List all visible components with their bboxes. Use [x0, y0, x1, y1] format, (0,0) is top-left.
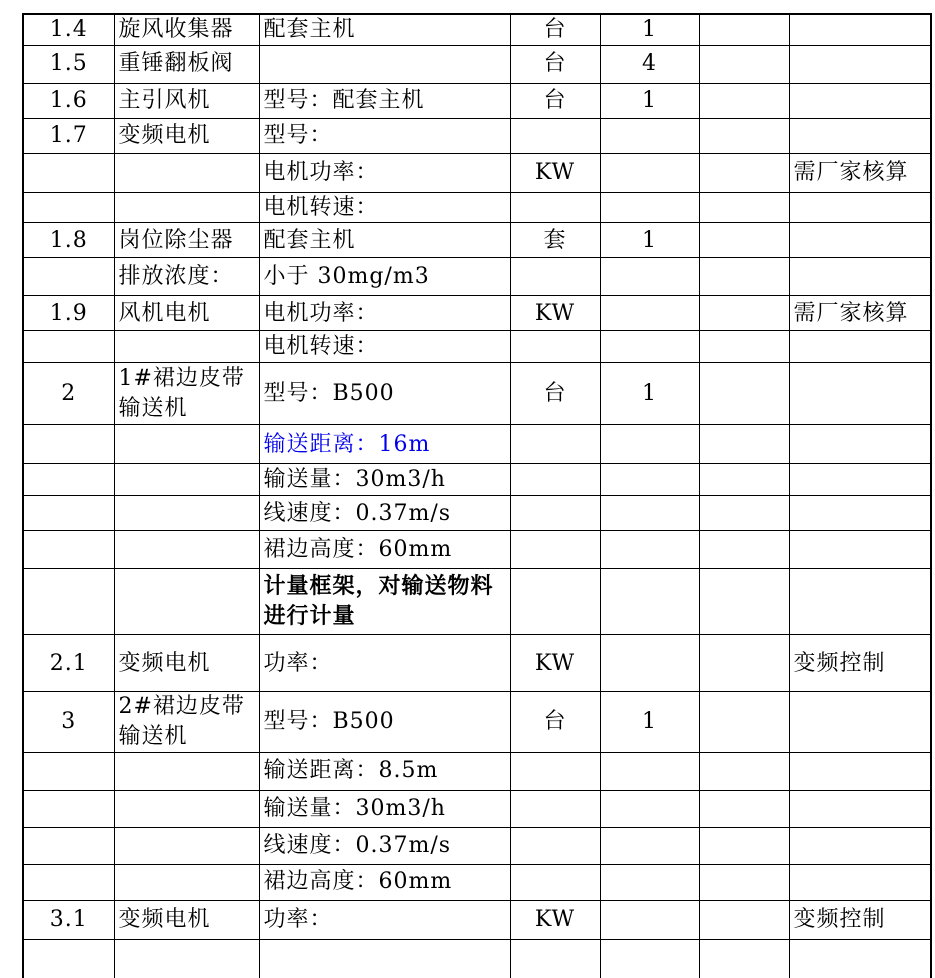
table-cell: 线速度：0.37m/s: [259, 496, 510, 531]
table-cell: 输送距离：16m: [259, 425, 510, 464]
table-cell: 排放浓度：: [114, 258, 259, 296]
table-row: [23, 258, 931, 296]
table-cell: [600, 153, 699, 192]
table-cell: 1: [600, 14, 699, 45]
table-cell: 台: [510, 692, 600, 752]
table-cell: [699, 864, 789, 900]
table-cell: 1: [600, 83, 699, 118]
table-cell: [114, 827, 259, 864]
table-cell: [699, 331, 789, 363]
table-cell: 4: [600, 45, 699, 83]
table-cell: [789, 331, 931, 363]
table-row: [23, 692, 931, 752]
table-cell: [23, 192, 114, 223]
table-cell: [510, 864, 600, 900]
table-cell: [259, 45, 510, 83]
table-cell: [699, 192, 789, 223]
table-cell: [600, 258, 699, 296]
table-cell: 输送距离：8.5m: [259, 752, 510, 790]
table-cell: [600, 635, 699, 692]
table-row: [23, 864, 931, 900]
table-cell: [789, 827, 931, 864]
table-cell: 裙边高度：60mm: [259, 531, 510, 569]
table-cell: [600, 118, 699, 153]
table-cell: [789, 83, 931, 118]
table-cell: 1.8: [23, 223, 114, 258]
table-cell: [789, 14, 931, 45]
table-cell: [23, 531, 114, 569]
table-row: [23, 569, 931, 635]
table-row: [23, 939, 931, 978]
table-cell: [510, 939, 600, 978]
table-cell: [23, 827, 114, 864]
table-cell: 变频电机: [114, 635, 259, 692]
table-cell: [600, 569, 699, 635]
table-row: [23, 14, 931, 45]
table-cell: [789, 531, 931, 569]
table-cell: [259, 939, 510, 978]
table-cell: [600, 496, 699, 531]
table-cell: 输送量：30m3/h: [259, 464, 510, 496]
table-row: [23, 496, 931, 531]
table-cell: [699, 531, 789, 569]
table-cell: [600, 331, 699, 363]
table-cell: [114, 192, 259, 223]
table-cell: 1.4: [23, 14, 114, 45]
table-cell: [789, 939, 931, 978]
table-cell: [114, 864, 259, 900]
table-cell: 2#裙边皮带输送机: [114, 692, 259, 752]
table-cell: 台: [510, 14, 600, 45]
table-row: [23, 635, 931, 692]
table-cell: [23, 496, 114, 531]
table-cell: 变频控制: [789, 635, 931, 692]
table-cell: 台: [510, 363, 600, 425]
table-cell: 2: [23, 363, 114, 425]
table-cell: 变频控制: [789, 900, 931, 939]
table-row: [23, 363, 931, 425]
table-cell: [699, 496, 789, 531]
table-cell: [600, 939, 699, 978]
table-cell: 套: [510, 223, 600, 258]
table-cell: [699, 692, 789, 752]
table-cell: [23, 790, 114, 827]
table-cell: 风机电机: [114, 296, 259, 331]
table-cell: 型号：B500: [259, 363, 510, 425]
table-cell: [600, 192, 699, 223]
table-cell: [23, 425, 114, 464]
table-cell: [699, 363, 789, 425]
table-row: [23, 331, 931, 363]
table-cell: [600, 464, 699, 496]
table-cell: [600, 900, 699, 939]
table-cell: [23, 569, 114, 635]
table-cell: [600, 752, 699, 790]
table-cell: 重锤翻板阀: [114, 45, 259, 83]
table-cell: 3.1: [23, 900, 114, 939]
table-cell: [510, 258, 600, 296]
table-row: [23, 900, 931, 939]
table-cell: [510, 464, 600, 496]
table-cell: [699, 569, 789, 635]
table-cell: KW: [510, 635, 600, 692]
table-cell: [510, 827, 600, 864]
table-cell: 1.7: [23, 118, 114, 153]
table-cell: 线速度：0.37m/s: [259, 827, 510, 864]
table-cell: [789, 118, 931, 153]
table-cell: 输送量：30m3/h: [259, 790, 510, 827]
table-cell: 主引风机: [114, 83, 259, 118]
table-cell: [510, 331, 600, 363]
table-cell: [699, 296, 789, 331]
table-row: [23, 296, 931, 331]
table-row: [23, 464, 931, 496]
table-cell: 变频电机: [114, 118, 259, 153]
table-cell: [510, 118, 600, 153]
table-cell: 岗位除尘器: [114, 223, 259, 258]
table-row: [23, 425, 931, 464]
table-cell: [114, 331, 259, 363]
table-row: [23, 118, 931, 153]
table-cell: [510, 192, 600, 223]
table-cell: [510, 496, 600, 531]
table-cell: [600, 790, 699, 827]
table-cell: 电机转速：: [259, 192, 510, 223]
table-cell: [23, 752, 114, 790]
table-cell: 旋风收集器: [114, 14, 259, 45]
table-cell: [789, 864, 931, 900]
table-cell: [510, 569, 600, 635]
table-cell: 1.5: [23, 45, 114, 83]
table-cell: [510, 790, 600, 827]
table-cell: 电机功率：: [259, 296, 510, 331]
table-cell: [23, 331, 114, 363]
table-cell: [789, 752, 931, 790]
table-cell: [789, 464, 931, 496]
table-row: [23, 153, 931, 192]
table-cell: 3: [23, 692, 114, 752]
table-cell: [699, 635, 789, 692]
table-cell: [114, 464, 259, 496]
table-cell: 型号：: [259, 118, 510, 153]
table-cell: 1: [600, 223, 699, 258]
table-cell: [789, 692, 931, 752]
table-cell: [114, 425, 259, 464]
table-cell: [600, 827, 699, 864]
table-cell: [114, 790, 259, 827]
table-cell: 配套主机: [259, 14, 510, 45]
table-cell: [699, 14, 789, 45]
table-cell: [789, 425, 931, 464]
table-cell: 1: [600, 363, 699, 425]
table-cell: 1.9: [23, 296, 114, 331]
table-row: [23, 192, 931, 223]
table-cell: [510, 752, 600, 790]
table-row: [23, 45, 931, 83]
table-cell: KW: [510, 900, 600, 939]
table-cell: KW: [510, 153, 600, 192]
table-cell: [23, 464, 114, 496]
table-cell: 1.6: [23, 83, 114, 118]
table-cell: [114, 752, 259, 790]
table-cell: 裙边高度：60mm: [259, 864, 510, 900]
equipment-table: [22, 13, 932, 978]
table-cell: 型号：B500: [259, 692, 510, 752]
table-body: [23, 14, 931, 978]
table-row: [23, 223, 931, 258]
table-cell: 电机转速：: [259, 331, 510, 363]
table-cell: KW: [510, 296, 600, 331]
table-cell: 2.1: [23, 635, 114, 692]
table-cell: [23, 258, 114, 296]
table-cell: [789, 496, 931, 531]
table-cell: [23, 864, 114, 900]
table-cell: [789, 223, 931, 258]
table-cell: [600, 296, 699, 331]
table-cell: [600, 531, 699, 569]
table-cell: [699, 939, 789, 978]
table-cell: [699, 425, 789, 464]
table-cell: 小于 30mg/m3: [259, 258, 510, 296]
table-cell: [699, 900, 789, 939]
table-cell: [789, 192, 931, 223]
table-cell: [699, 790, 789, 827]
table-cell: 功率：: [259, 635, 510, 692]
table-row: [23, 827, 931, 864]
table-cell: [699, 118, 789, 153]
table-cell: [789, 45, 931, 83]
table-cell: [699, 153, 789, 192]
table-cell: [699, 83, 789, 118]
table-cell: 变频电机: [114, 900, 259, 939]
table-cell: [114, 569, 259, 635]
table-cell: [114, 939, 259, 978]
table-cell: [114, 496, 259, 531]
table-cell: [600, 425, 699, 464]
table-cell: 1: [600, 692, 699, 752]
table-cell: [23, 153, 114, 192]
table-cell: 配套主机: [259, 223, 510, 258]
table-cell: 功率：: [259, 900, 510, 939]
table-cell: [789, 363, 931, 425]
table-cell: 电机功率：: [259, 153, 510, 192]
table-cell: 需厂家核算: [789, 296, 931, 331]
table-row: [23, 752, 931, 790]
table-cell: 台: [510, 83, 600, 118]
table-cell: [23, 939, 114, 978]
table-cell: [789, 790, 931, 827]
table-cell: 台: [510, 45, 600, 83]
table-cell: [699, 223, 789, 258]
table-cell: 型号：配套主机: [259, 83, 510, 118]
table-cell: 计量框架，对输送物料进行计量: [259, 569, 510, 635]
table-cell: [789, 258, 931, 296]
table-row: [23, 790, 931, 827]
table-cell: [699, 752, 789, 790]
table-cell: [699, 45, 789, 83]
table-row: [23, 531, 931, 569]
table-cell: 1#裙边皮带输送机: [114, 363, 259, 425]
table-cell: [699, 827, 789, 864]
table-cell: [114, 153, 259, 192]
table-cell: 需厂家核算: [789, 153, 931, 192]
table-cell: [699, 258, 789, 296]
table-cell: [789, 569, 931, 635]
table-cell: [510, 531, 600, 569]
table-cell: [510, 425, 600, 464]
table-cell: [600, 864, 699, 900]
table-cell: [699, 464, 789, 496]
table-row: [23, 83, 931, 118]
table-cell: [114, 531, 259, 569]
